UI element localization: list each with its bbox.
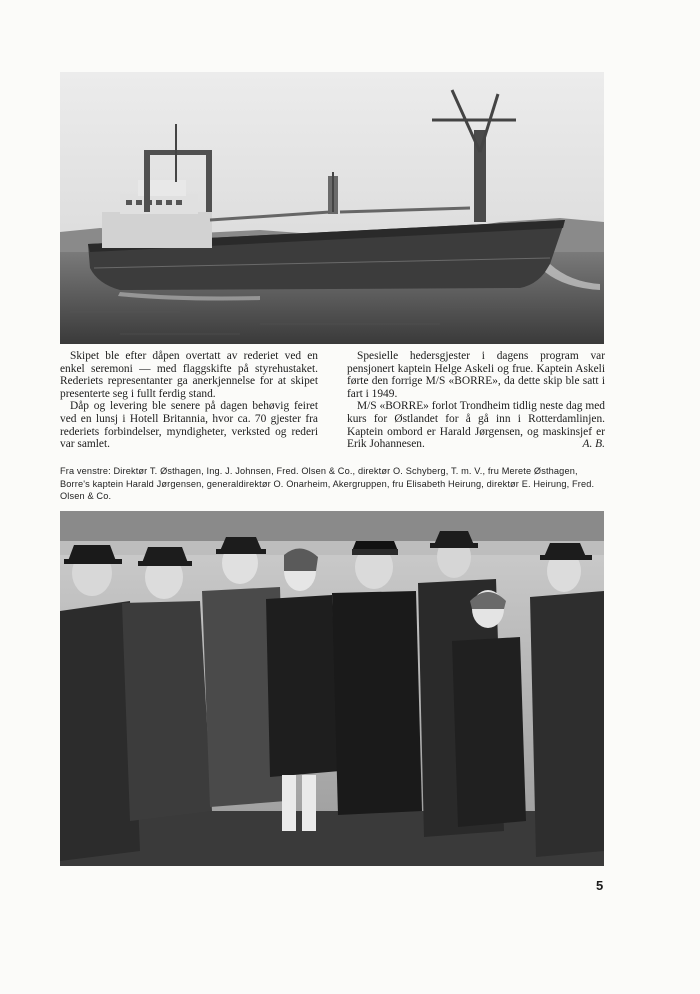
- article-paragraph: Spesielle hedersgjester i dagens program var pensjonert kaptein Helge Askeli og frue. Kaptein Askeli førte den forrige M/S «BORRE», da dette skip ble satt i fart i 1949.: [347, 350, 605, 400]
- article-right-column: [347, 350, 605, 451]
- page-number: 5: [596, 878, 604, 893]
- article-paragraph-text: M/S «BORRE» forlot Trondheim tidlig neste dag med kurs for Østlandet for å gå inn i Rotterdamlinjen. Kaptein ombord er Harald Jørgensen, og maskinsjef er Erik Johannesen.: [347, 400, 605, 451]
- author-signature: A. B.: [582, 438, 605, 451]
- group-photo: [60, 511, 604, 866]
- article-paragraph: Dåp og levering ble senere på dagen behøvig feiret ved en lunsj i Hotell Britannia, hvor ca. 70 gjester fra rederiets forbindelser, myndigheter, verksted og rederi var samlet.: [60, 400, 318, 451]
- article-paragraph: [347, 400, 605, 450]
- ship-photo: [60, 72, 604, 344]
- article-paragraph: Skipet ble efter dåpen overtatt av rederiet ved en enkel seremoni — med flaggskifte på styrehustaket. Rederiets representanter ga anerkjennelse for at skipet presenterte seg i fullt ferdig stand.: [60, 350, 318, 400]
- photo-caption: Fra venstre: Direktør T. Østhagen, Ing. J. Johnsen, Fred. Olsen & Co., direktør O. Schyberg, T. m. V., fru Merete Østhagen, Borre's kaptein Harald Jørgensen, generaldirektør O. Onarheim, Akergruppen, fru Elisabeth Heirung, direktør E. Heirung, Fred. Olsen & Co.: [60, 466, 595, 501]
- article-left-column: [60, 350, 318, 451]
